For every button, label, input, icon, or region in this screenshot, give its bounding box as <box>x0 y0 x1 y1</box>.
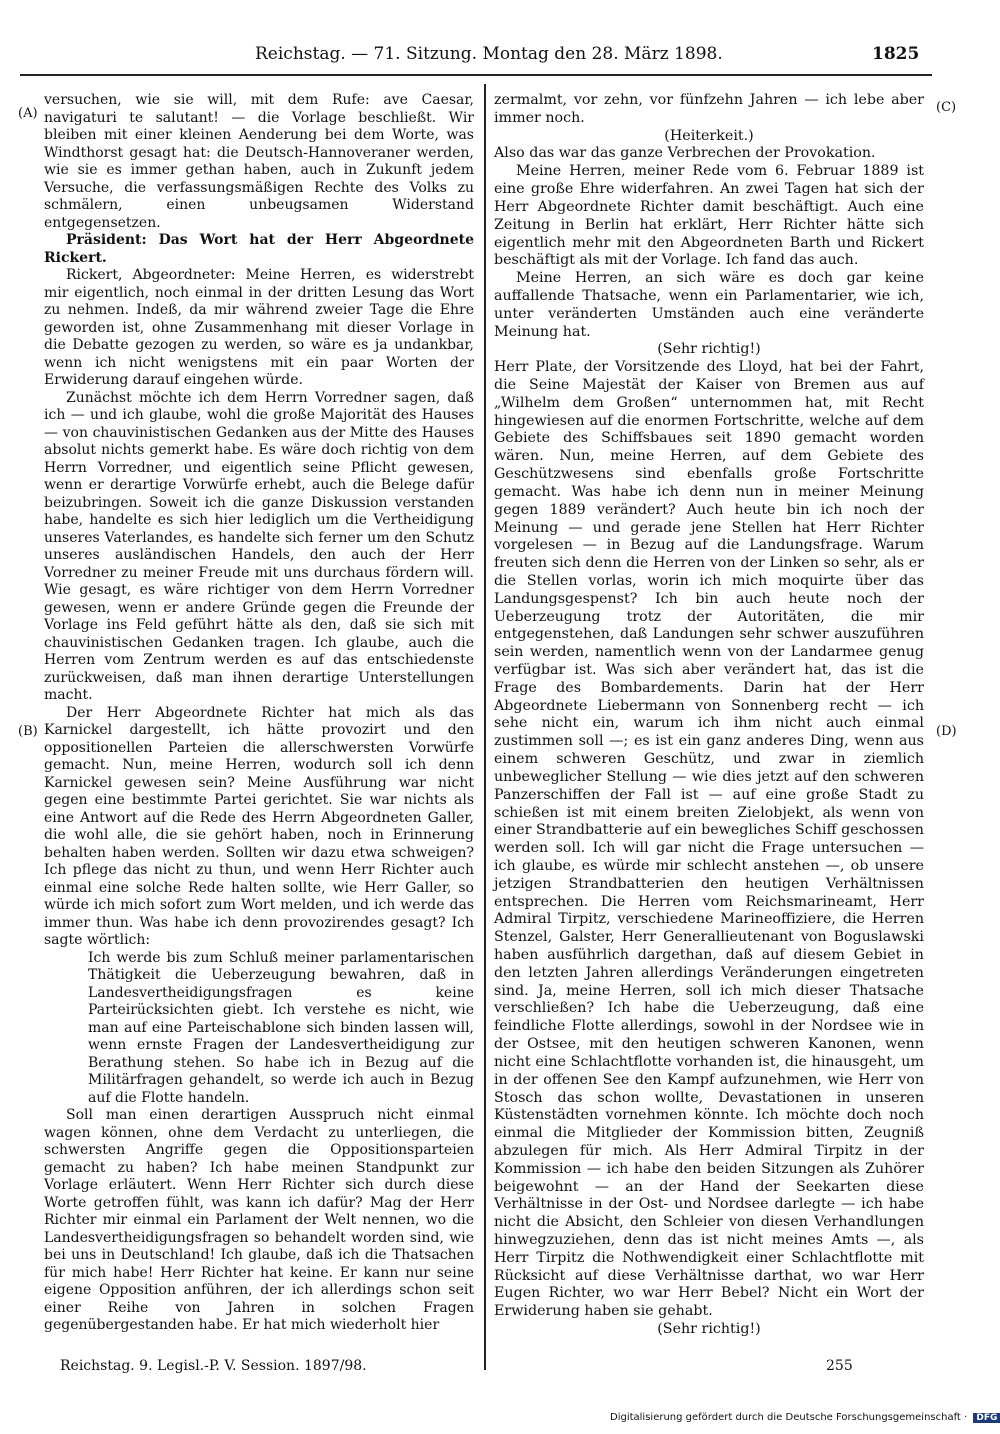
interjection: (Heiterkeit.) <box>664 127 754 144</box>
header-rule <box>20 74 932 76</box>
quotation: Ich werde bis zum Schluß meiner parlamentarischen Thätigkeit die Ueberzeugung bewahren, daß in Landesvertheidigungsfragen es keine Parteirücksichten giebt. Ich verstehe es nicht, wie man auf eine Parteischablone sich binden lassen will, wenn ernste Fragen der Landesvertheidigung zur Berathung stehen. So habe ich in Bezug auf die Militärfragen gehandelt, so werde ich auch in Bezug auf die Flotte handeln. <box>88 949 474 1106</box>
digitization-credit <box>610 1412 1000 1423</box>
paragraph: Meine Herren, an sich wäre es doch gar keine auffallende Thatsache, wenn ein Parlamentarier, wie ich, unter veränderten Umständen auch eine veränderte Meinung hat. <box>494 270 924 340</box>
credit-text: Digitalisierung gefördert durch die Deutsche Forschungsgemeinschaft · <box>610 1412 968 1423</box>
paragraph-president: Präsident: Das Wort hat der Herr Abgeordnete Rickert. <box>44 232 474 266</box>
paragraph: versuchen, wie sie will, mit dem Rufe: ave Caesar, navigaturi te salutant! — die Vorlage beschließt. Wir bleiben mit einer kleinen Aenderung bei dem Worte, was Windthorst gesagt hat: die Deutsch-Hannoveraner werden, wie sie es immer gethan haben, auch in Zukunft jedem Versuche, die verfassungsmäßigen Rechte des Volks zu schmälern, einen unbeugsamen Widerstand entgegensetzen. <box>44 92 474 231</box>
interjection: (Sehr richtig!) <box>657 341 761 358</box>
paragraph: Herr Plate, der Vorsitzende des Lloyd, hat bei der Fahrt, die Seine Majestät der Kaiser von Bremen aus auf „Wilhelm dem Großen“ unternommen hat, mit Recht hingewiesen auf die enormen Fortschritte, welche auf dem Gebiete des Schiffsbaues seit 1890 gemacht worden wären. Nun, meine Herren, auf dem Gebiete des Geschützwesens sind ebenfalls große Fortschritte gemacht. Was habe ich denn nun in meiner Meinung gegen 1889 verändert? Auch heute bin ich noch der Meinung — und gerade jene Stellen hat Herr Richter vorgelesen — in Bezug auf die Landungsfrage. Warum freuten sich denn die Herren von der Linken so sehr, als er die Stellen vorlas, worin ich mich moquirte über das Landungsgespenst? Ich bin auch heute noch der Ueberzeugung trotz der Autoritäten, die mir entgegenstehen, daß Landungen sehr schwer auszuführen sein werden, namentlich wenn von der Landarmee genug verfügbar ist. Was sich aber verändert hat, das ist die Frage des Bombardements. Darin hat der Herr Abgeordnete Liebermann von Sonnenberg recht — ich sehe nicht ein, warum ich ihm nicht auch einmal zustimmen soll —; es ist ein ganz anderes Ding, wenn aus einem schweren Geschütz, und zwar in ziemlich unbeweglicher Stellung — wie dies jetzt auf den schweren Panzerschiffen der Fall ist — auf eine große Stadt zu schießen ist mit einem breiten Zielobjekt, als wenn von einer Strandbatterie auf ein bewegliches Schiff geschossen werden soll. Ich will gar nicht die Frage untersuchen — ich glaube, es würde mir schlecht anstehen —, ob unsere jetzigen Strandbatterien den heutigen Verhältnissen entsprechen. Die Herren vom Reichsmarineamt, Herr Admiral Tirpitz, verschiedene Marineoffiziere, die Herren Stenzel, Galster, Herr Generallieutenant von Boguslawski haben ausführlich dargethan, daß auf diesem Gebiet in den letzten Jahren allerdings Veränderungen eingetreten sind. Ja, meine Herren, soll ich mich dieser Thatsache verschließen? Ich habe die Ueberzeugung, daß eine feindliche Flotte allerdings, sowohl in der Nordsee wie in der Ostsee, mit den heutigen schweren Kanonen, wenn nicht eine Schlachtflotte vorhanden ist, die hinausgeht, um in der offenen See den Kampf aufzunehmen, wie Herr von Stosch das schon wollte, Devastationen in unseren Küstenstädten vornehmen könnte. Ich möchte doch noch einmal die Mitglieder der Kommission bitten, Zeugniß abzulegen für mich. Als Herr Admiral Tirpitz in der Kommission — ich habe den beiden Sitzungen als Zuhörer beigewohnt — an der Hand der Seekarten diese Verhältnisse in der Ost- und Nordsee darlegte — ich habe nicht die Absicht, den Schleier von diesen Verhandlungen hinwegzuziehen, denn das ist nicht meines Amts —, als Herr Tirpitz die Nothwendigkeit einer Schlachtflotte mit Rücksicht auf diese Verhältnisse darthat, wo war Herr Eugen Richter, wo war Herr Bebel? Nicht ein Wort der Erwiderung haben sie gehabt. <box>494 359 924 1320</box>
running-title: Reichstag. — 71. Sitzung. Montag den 28. März 1898. <box>255 44 723 64</box>
paragraph: Meine Herren, meiner Rede vom 6. Februar 1889 ist eine große Ehre widerfahren. An zwei Tagen hat sich der Herr Abgeordnete Richter damit beschäftigt. Auch eine Zeitung in Berlin hat erklärt, Herr Richter hätte sich eigentlich mehr mit den Abgeordneten Barth und Rickert beschäftigt als mit der Vorlage. Ich fand das auch. <box>494 163 924 269</box>
page-number: 1825 <box>872 44 920 64</box>
paragraph: Der Herr Abgeordnete Richter hat mich als das Karnickel dargestellt, ich hätte provozirt und den oppositionellen Parteien die allerschwersten Vorwürfe gemacht. Nun, meine Herren, wodurch soll ich denn Karnickel gewesen sein? Meine Ausführung war nicht gegen eine bestimmte Partei gerichtet. Sie war nichts als eine Antwort auf die Rede des Herrn Abgeordneten Galler, die wohl alle, die sie gehört haben, noch in Erinnerung behalten haben werden. Sollten wir dazu etwa schweigen? Ich pflege das nicht zu thun, und wenn Herr Richter auch einmal eine solche Rede halten sollte, wie Herr Galler, so würde ich mich sofort zum Wort melden, und ich werde das immer thun. Was habe ich denn provozirendes gesagt? Ich sagte wörtlich: <box>44 704 474 948</box>
margin-mark-a: (A) <box>18 106 38 121</box>
margin-mark-d: (D) <box>936 724 957 739</box>
paragraph: Zunächst möchte ich dem Herrn Vorredner sagen, daß ich — und ich glaube, wohl die große Majorität des Hauses — von chauvinistischen Gedanken aus der Mitte des Hauses absolut nichts gemerkt habe. Es wäre doch richtig von dem Herrn Vorredner, und eigentlich seine Pflicht gewesen, wenn er derartige Vorwürfe erhebt, auch die Belege dafür beizubringen. Soweit ich die ganze Diskussion verstanden habe, handelte es sich hier lediglich um die Vertheidigung unseres Vaterlandes, es handelte sich ferner um den Schutz unseres ausländischen Handels, den auch der Herr Vorredner zu meiner Freude mit uns durchaus fördern will. Wie gesagt, es wäre richtiger von dem Herrn Vorredner gewesen, wenn er andere Gründe gegen die Freunde der Vorlage ins Feld geführt hätte als den, daß sie sich mit chauvinistischen Gedanken tragen. Ich glaube, auch die Herren vom Zentrum werden es auf das entschiedenste zurückweisen, daß man ihnen derartige Unterstellungen macht. <box>44 389 474 703</box>
footer-signature-number: 255 <box>826 1358 853 1374</box>
right-column <box>494 92 924 1339</box>
footer-session-info: Reichstag. 9. Legisl.-P. V. Session. 1897/98. <box>60 1358 367 1374</box>
paragraph: Soll man einen derartigen Ausspruch nicht einmal wagen können, ohne dem Verdacht zu unterliegen, die schwersten Angriffe gegen die Oppositionsparteien gemacht zu haben? Ich habe meinen Standpunkt zur Vorlage erläutert. Wenn Herr Richter sich durch diese Worte getroffen fühlt, was kann ich dafür? Mag der Herr Richter mir einmal ein Parlament der Welt nennen, wo die Landesvertheidigungsfragen so behandelt worden sind, wie bei uns in Deutschland! Ich glaube, daß ich die Thatsachen für mich habe! Herr Richter hat keine. Er kann nur seine eigene Opposition anführen, der ich allerdings schon seit einer Reihe von Jahren in solchen Fragen gegenübergestanden habe. Er hat mich wiederholt hier <box>44 1107 474 1333</box>
paragraph: zermalmt, vor zehn, vor fünfzehn Jahren — ich lebe aber immer noch. <box>494 92 924 126</box>
column-divider <box>484 84 486 1370</box>
interjection: (Sehr richtig!) <box>657 1321 761 1338</box>
dfg-logo: DFG <box>973 1413 1000 1423</box>
margin-mark-c: (C) <box>936 100 957 115</box>
margin-mark-b: (B) <box>18 724 38 739</box>
left-column <box>44 92 474 1335</box>
paragraph: Also das war das ganze Verbrechen der Provokation. <box>494 145 876 162</box>
paragraph-rickert: Rickert, Abgeordneter: Meine Herren, es widerstrebt mir eigentlich, noch einmal in der dritten Lesung das Wort zu nehmen. Indeß, da mir während zweier Tage die Ehre geworden ist, ohne Zusammenhang mit dieser Vorlage in die Debatte gezogen zu werden, so wäre es ja undankbar, wenn ich nicht wenigstens mit ein paar Worten der Erwiderung darauf eingehen würde. <box>44 267 474 388</box>
